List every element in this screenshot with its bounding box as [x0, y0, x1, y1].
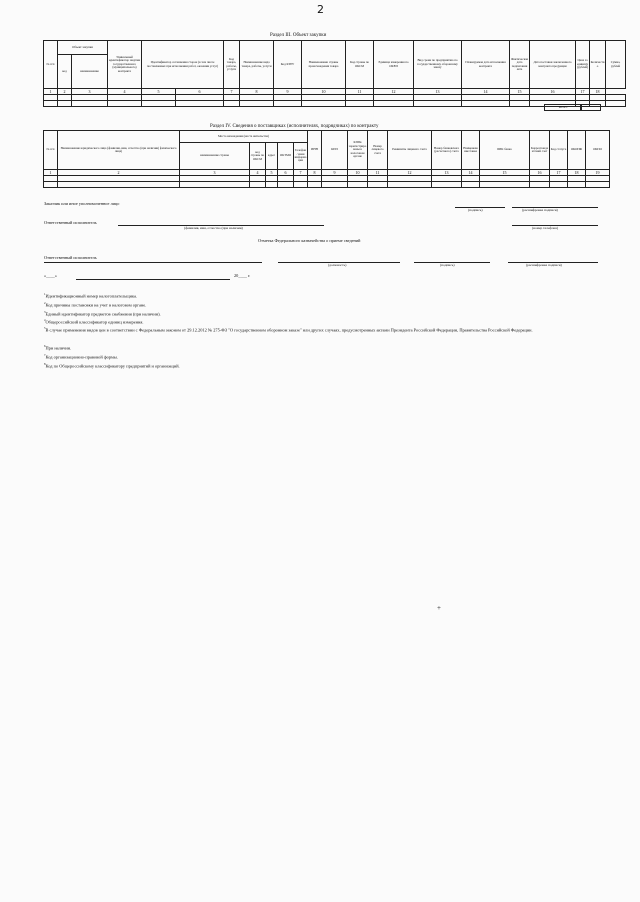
section3-col-number: 10: [302, 89, 346, 95]
header-c13: Фактическая дата подписания акта: [510, 41, 530, 89]
date-year: 20____ г.: [234, 273, 251, 278]
section3-col-number: 11: [346, 89, 374, 95]
s4-header-okpo: ОКПО: [586, 131, 610, 170]
footnote-5: $^5$В случае применения видов цен в соответствии с Федеральным законом от 29.12.2012 № 275-ФЗ "О государственном оборонном заказе" или других случаях, предусмотренных актами Президента Российской Федерации, Правительства Российской Федерации.: [44, 326, 533, 333]
section3-col-number: 14: [462, 89, 510, 95]
footnote-2: $^2$Код причины постановки на учет в налоговом органе.: [44, 301, 147, 308]
executor-phone-caption: (номер телефона): [532, 226, 559, 230]
header-c17: Сумма, рублей: [606, 41, 626, 89]
fk-title: Отметка Федерального казначейства о приеме сведений: [258, 238, 361, 243]
section4-col-number: 18: [568, 170, 586, 176]
header-c4: Идентификатор соглашения сторон (в том числе поставляемых при исполнении работ, оказании услуг): [142, 41, 224, 89]
header-c5: Код товара, работы, услуги: [224, 41, 240, 89]
s4-header-row-no: № п/п: [44, 131, 58, 170]
section3-col-number: 4: [108, 89, 142, 95]
section4-col-number: 10: [348, 170, 368, 176]
header-c7: Код КТРУ: [274, 41, 302, 89]
section4-col-number: 15: [480, 170, 530, 176]
s4-header-kpp: КПП: [322, 131, 348, 170]
section4-title: Раздел IV. Сведения о поставщиках (исполнителях, подрядчиках) по контракту: [210, 124, 379, 129]
section3-total: [544, 104, 582, 111]
fk-decode-caption: (расшифровка подписи): [526, 263, 562, 267]
header-name: наименование: [72, 55, 108, 89]
header-c8: Наименование страны происхождения товара: [302, 41, 346, 89]
s4-header-kpp-reg: КППв зарегистрированы в налоговом органе: [348, 131, 368, 170]
header-code: код: [58, 55, 72, 89]
fk-sign-caption: (подпись): [440, 263, 455, 267]
executor-label: Ответственный исполнитель: [44, 220, 97, 225]
head-signer-label: Заказчик или иное уполномоченное лицо: [44, 201, 120, 206]
s4-header-inn: ИНН: [308, 131, 322, 170]
header-row-no: № п/п: [44, 41, 58, 89]
section4-col-number: 5: [266, 170, 278, 176]
section3-col-number: 1: [44, 89, 58, 95]
table-row: [44, 182, 610, 188]
section4-col-number: 17: [550, 170, 568, 176]
page-number: 2: [317, 3, 324, 16]
section3-col-number: 5: [142, 89, 176, 95]
fk-executor-label: Ответственный исполнитель: [44, 255, 97, 260]
date-day: «____»: [44, 273, 57, 278]
table-row: [44, 101, 626, 107]
s4-header-oktmo: ОКТМО: [278, 143, 294, 170]
section4-col-number: 14: [462, 170, 480, 176]
section4-col-number: 1: [44, 170, 58, 176]
section4-col-number: 7: [294, 170, 308, 176]
section4-col-number: 9: [322, 170, 348, 176]
s4-header-bik: БИК банка: [480, 131, 530, 170]
s4-header-address: адрес: [266, 143, 278, 170]
section3-col-number: 12: [374, 89, 414, 95]
s4-header-country-code: код страны по ОКСМ: [250, 143, 266, 170]
plus-mark: +: [437, 604, 441, 612]
section4-col-number: 12: [388, 170, 432, 176]
section3-col-number: 2: [58, 89, 72, 95]
header-c12: Планируемая дата исполнения контракта: [462, 41, 510, 89]
header-c3: Уникальный идентификатор закупки государственного (муниципального) контракта: [108, 41, 142, 89]
section4-col-number: 6: [278, 170, 294, 176]
section4-col-number: 16: [530, 170, 550, 176]
head-sign-caption: (подпись): [468, 208, 483, 212]
section3-col-number: 16: [530, 89, 576, 95]
section3-col-number: 18: [590, 89, 606, 95]
section3-total-value: [580, 104, 601, 111]
footnote-1: $^1$Идентификационный номер налогоплательщика.: [44, 292, 138, 299]
header-c11: Вид сроки по предприятию по государственному оборонному заказу: [414, 41, 462, 89]
footnote-4: $^4$Общероссийский классификатор единиц измерения.: [44, 318, 144, 325]
section4-col-number: 8: [308, 170, 322, 176]
header-c15: Цена за единицу (рублей): [576, 41, 590, 89]
fk-executor-line: [44, 262, 262, 263]
s4-header-location: Место нахождения (места жительства): [180, 131, 308, 143]
s4-header-country: наименование страны: [180, 143, 250, 170]
footnote-7: $^7$Код организационно-правовой формы.: [44, 353, 118, 360]
section4-col-number: 11: [368, 170, 388, 176]
section3-col-number: 8: [240, 89, 274, 95]
footnote-8: $^8$Код по Общероссийскому классификатору предприятий и организаций.: [44, 362, 180, 369]
s4-header-name: Наименование юридического лица (фамилия, имя, отчество (при наличии) физического лица): [58, 131, 180, 170]
section3-title: Раздел III. Объект закупки: [270, 33, 327, 38]
header-purchase-object: Объект закупки: [58, 41, 108, 55]
section3-col-number: 15: [510, 89, 530, 95]
s4-header-bank-acc: Номер банковского (расчетного) счета: [432, 131, 462, 170]
date-month-line: [76, 279, 230, 280]
s4-header-phone: Телефон/ иная информация: [294, 143, 308, 170]
s4-header-open-acc: Реквизиты лицевого счета: [388, 131, 432, 170]
s4-header-okopf: ОКОПФ: [568, 131, 586, 170]
section4-col-number: 3: [180, 170, 250, 176]
s4-header-corr: Корреспондентский счет: [530, 131, 550, 170]
section3-table: [43, 40, 626, 107]
section4-col-number: 19: [586, 170, 610, 176]
footnote-6: $^6$При наличии.: [44, 344, 72, 351]
head-decode-caption: (расшифровка подписи): [522, 208, 558, 212]
header-c9: Код страны по ОКСМ: [346, 41, 374, 89]
section3-col-number: 7: [224, 89, 240, 95]
section3-col-number: 9: [274, 89, 302, 95]
s4-header-bank-name: Наименование банка: [462, 131, 480, 170]
header-c10: Единица измерения по ОКЕИ: [374, 41, 414, 89]
total-label: Итого: [558, 105, 568, 109]
s4-header-acc-no: Номер лицевого счета: [368, 131, 388, 170]
header-c6: Наименование вида товара, работы, услуги: [240, 41, 274, 89]
s4-header-status: Код статуса: [550, 131, 568, 170]
fk-position-caption: (должность): [328, 263, 347, 267]
section4-col-number: 2: [58, 170, 180, 176]
header-c14: Дата поставки заключенного контракта продукции: [530, 41, 576, 89]
header-c16: Количество: [590, 41, 606, 89]
section3-col-number: 3: [72, 89, 108, 95]
section4-table: [43, 130, 610, 188]
executor-fio-caption: (фамилия, имя, отчество (при наличии): [184, 226, 243, 230]
section3-col-number: 6: [176, 89, 224, 95]
section4-col-number: 4: [250, 170, 266, 176]
footnote-3: $^3$Единый идентификатор предметов снабжения (при наличии).: [44, 310, 161, 317]
section4-col-number: 13: [432, 170, 462, 176]
section3-col-number: 17: [576, 89, 590, 95]
section3-col-number: 13: [414, 89, 462, 95]
